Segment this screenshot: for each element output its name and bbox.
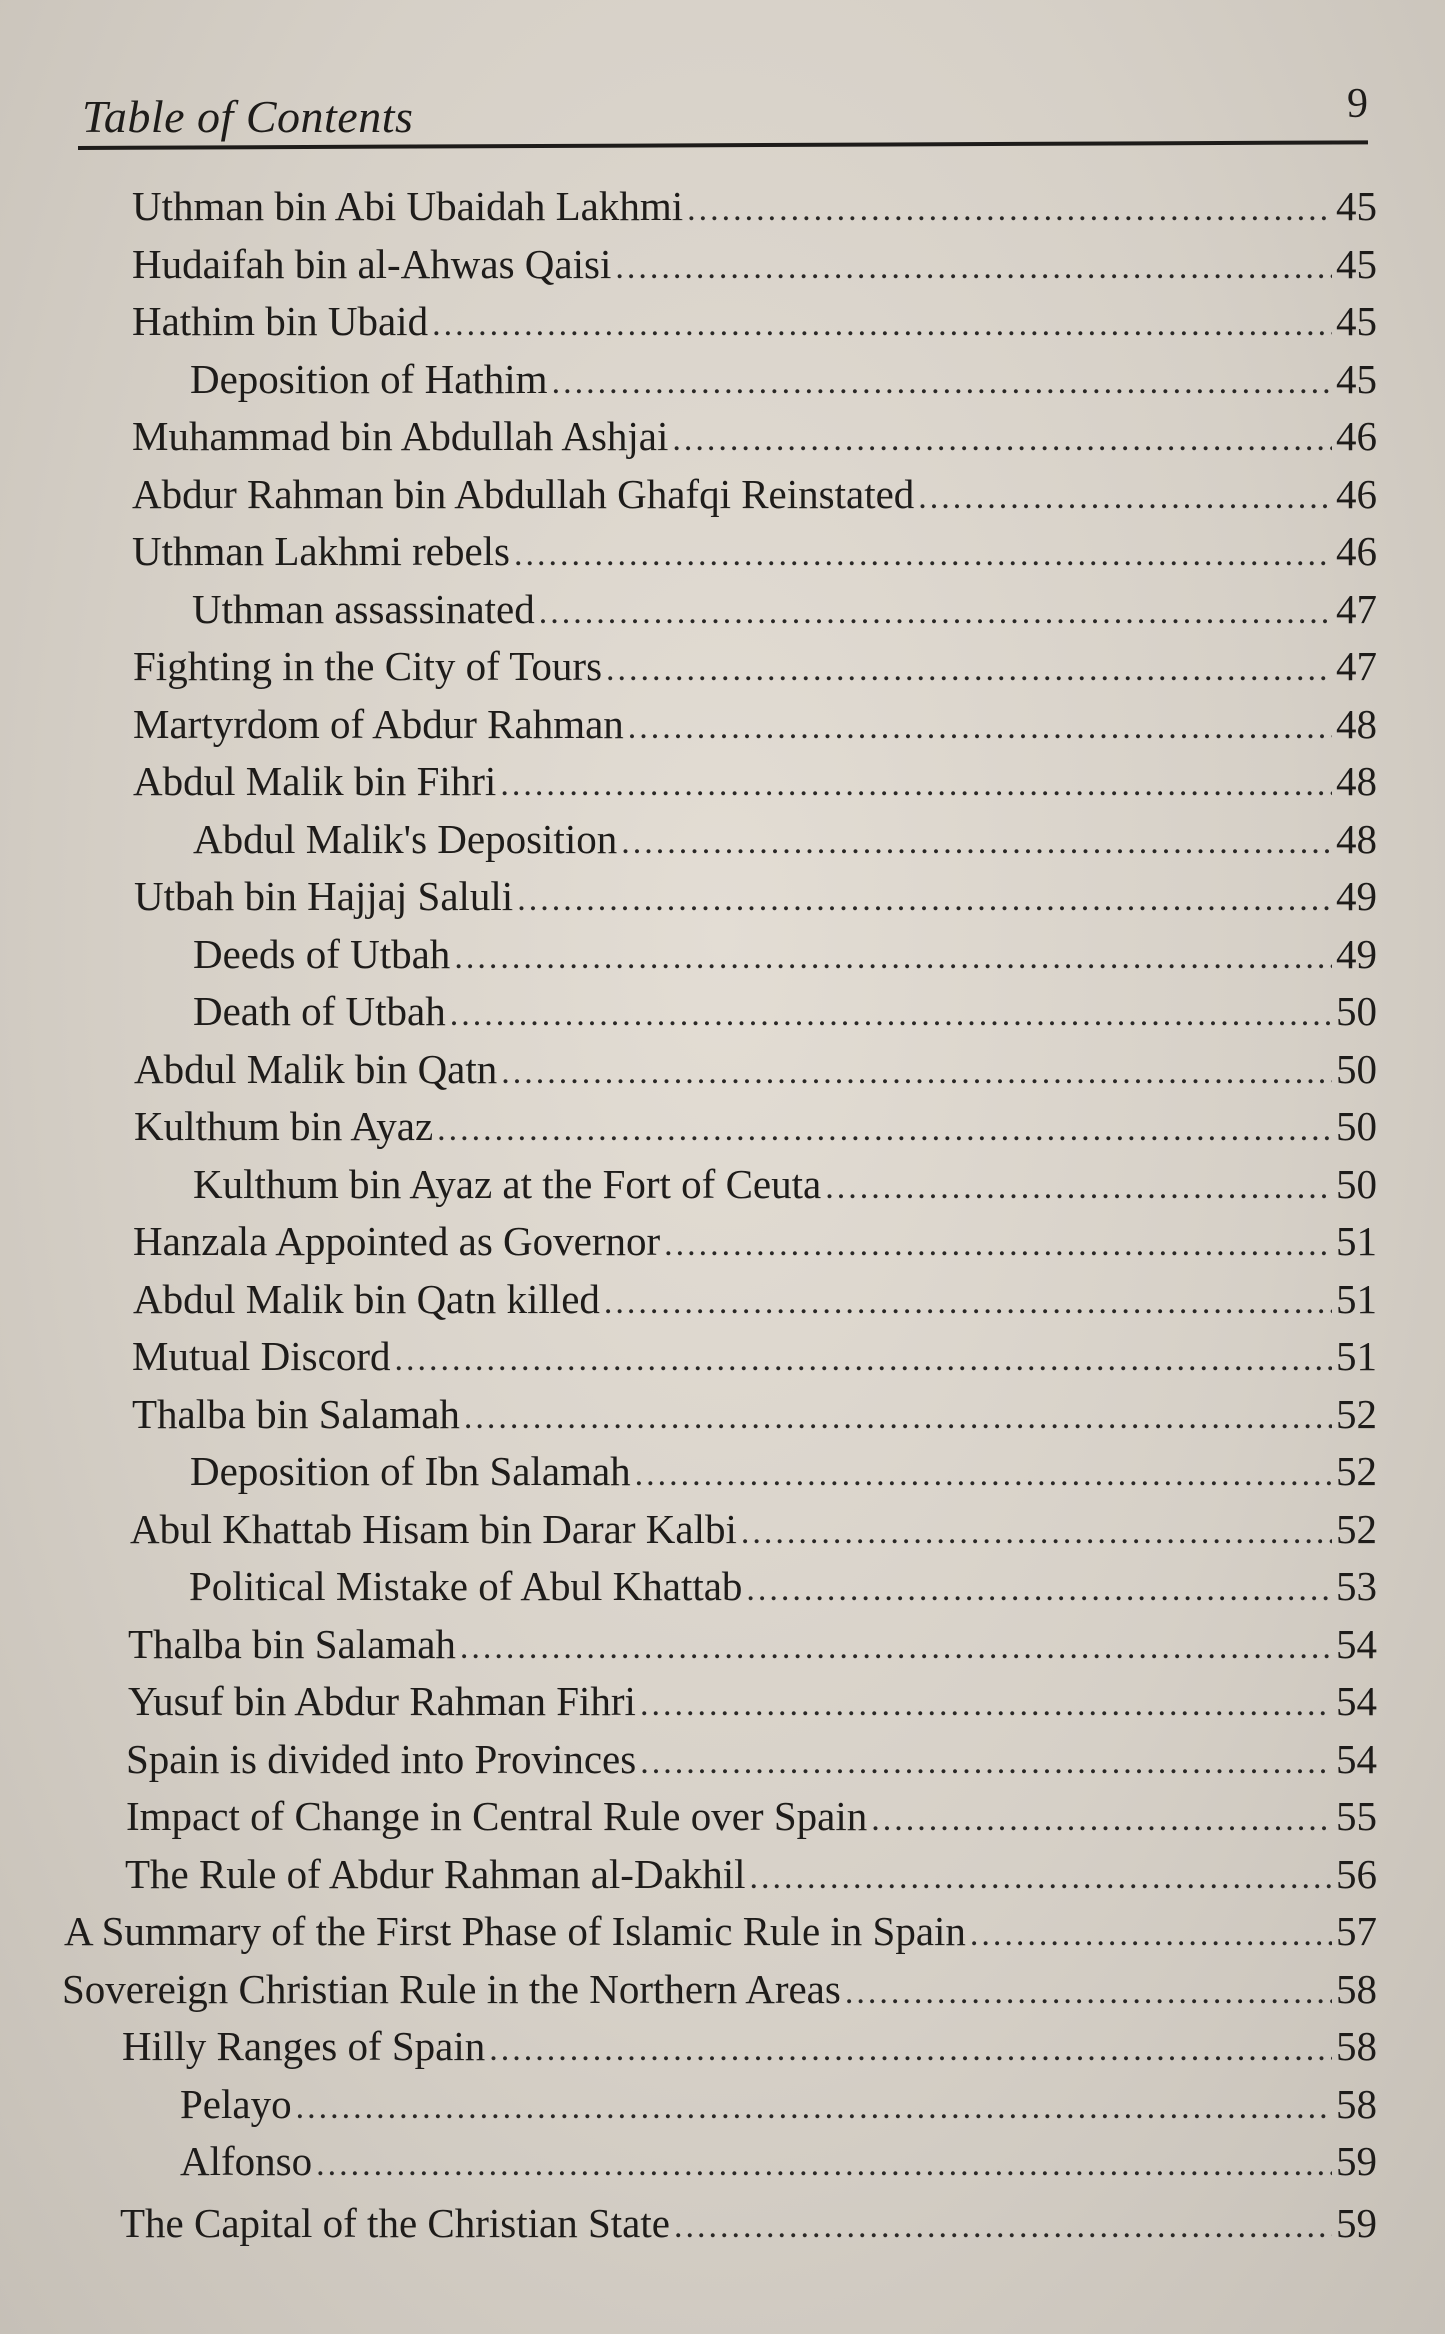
toc-entry-page: 49 [1336, 873, 1377, 919]
toc-entry-title: Thalba bin Salamah [128, 1621, 456, 1667]
toc-entry[interactable] [134, 868, 1377, 924]
toc-entry-page: 45 [1336, 183, 1377, 229]
toc-entry-title: Mutual Discord [132, 1333, 391, 1379]
leader-dots [741, 1505, 1332, 1561]
toc-entry-title: Uthman bin Abi Ubaidah Lakhmi [132, 183, 684, 229]
toc-entry-page: 59 [1336, 2200, 1377, 2246]
leader-dots [918, 470, 1332, 526]
toc-entry[interactable] [193, 926, 1377, 982]
toc-entry[interactable] [128, 1673, 1377, 1729]
leader-dots [640, 1735, 1332, 1791]
toc-entry[interactable] [134, 1098, 1377, 1154]
toc-entry[interactable] [190, 351, 1377, 407]
toc-entry-title: Abdul Malik bin Qatn [134, 1046, 498, 1092]
toc-entry-page: 50 [1336, 1103, 1377, 1149]
leader-dots [750, 1850, 1332, 1906]
toc-entry-title: Hanzala Appointed as Governor [133, 1218, 661, 1264]
toc-entry[interactable] [132, 408, 1377, 464]
leader-dots [500, 757, 1332, 813]
toc-entry[interactable] [193, 1156, 1377, 1212]
leader-dots [635, 1447, 1332, 1503]
header-page-number: 9 [1347, 81, 1368, 127]
leader-dots [621, 815, 1332, 871]
toc-entry-page: 49 [1336, 931, 1377, 977]
leader-dots [871, 1792, 1332, 1848]
toc-entry-title: Deposition of Hathim [190, 356, 548, 402]
leader-dots [437, 1102, 1332, 1158]
toc-entry-page: 48 [1336, 758, 1377, 804]
toc-entry[interactable] [62, 1961, 1377, 2017]
toc-entry-page: 45 [1336, 241, 1377, 287]
leader-dots [845, 1965, 1332, 2021]
toc-entry-page: 48 [1336, 701, 1377, 747]
toc-entry[interactable] [180, 2133, 1377, 2189]
toc-entry[interactable] [132, 293, 1377, 349]
toc-entry-title: Uthman assassinated [192, 586, 535, 632]
leader-dots [539, 585, 1332, 641]
toc-entry-page: 57 [1336, 1908, 1377, 1954]
toc-entry-title: Uthman Lakhmi rebels [132, 528, 511, 574]
toc-entry-title: Hilly Ranges of Spain [122, 2023, 486, 2069]
toc-entry-title: Muhammad bin Abdullah Ashjai [132, 413, 669, 459]
toc-entry-title: Fighting in the City of Tours [133, 643, 603, 689]
leader-dots [316, 2137, 1332, 2193]
leader-dots [460, 1620, 1332, 1676]
toc-entry-page: 50 [1336, 1161, 1377, 1207]
leader-dots [514, 527, 1332, 583]
toc-entry[interactable] [126, 1788, 1377, 1844]
toc-entry[interactable] [134, 1041, 1377, 1097]
leader-dots [454, 930, 1332, 986]
toc-entry[interactable] [190, 1443, 1377, 1499]
leader-dots [672, 412, 1332, 468]
toc-entry[interactable] [180, 2076, 1377, 2132]
leader-dots [395, 1332, 1333, 1388]
toc-entry[interactable] [132, 1328, 1377, 1384]
toc-entry-title: Deeds of Utbah [193, 931, 451, 977]
leader-dots [746, 1562, 1332, 1618]
leader-dots [604, 1275, 1332, 1331]
toc-entry-page: 51 [1336, 1276, 1377, 1322]
leader-dots [615, 240, 1332, 296]
toc-entry[interactable] [122, 2018, 1377, 2074]
toc-entry[interactable] [132, 236, 1377, 292]
toc-entry-page: 55 [1336, 1793, 1377, 1839]
toc-entry[interactable] [133, 1271, 1377, 1327]
toc-entry-page: 51 [1336, 1333, 1377, 1379]
leader-dots [687, 182, 1332, 238]
toc-entry-page: 58 [1336, 1966, 1377, 2012]
toc-entry[interactable] [132, 1386, 1377, 1442]
toc-entry-page: 53 [1336, 1563, 1377, 1609]
toc-entry[interactable] [133, 1213, 1377, 1269]
toc-entry-page: 50 [1336, 988, 1377, 1034]
toc-entry[interactable] [64, 1903, 1377, 1959]
toc-entry[interactable] [128, 1616, 1377, 1672]
toc-entry-title: Sovereign Christian Rule in the Northern Areas [62, 1966, 841, 2012]
toc-entry[interactable] [126, 1731, 1377, 1787]
leader-dots [825, 1160, 1332, 1216]
toc-entry-page: 48 [1336, 816, 1377, 862]
toc-entry-title: Abdul Malik bin Qatn killed [133, 1276, 600, 1322]
toc-entry-page: 45 [1336, 298, 1377, 344]
toc-entry-title: A Summary of the First Phase of Islamic Rule in Spain [64, 1908, 966, 1954]
toc-entry-title: The Capital of the Christian State [120, 2200, 670, 2246]
toc-entry-title: Kulthum bin Ayaz [134, 1103, 434, 1149]
toc-entry-page: 46 [1336, 528, 1377, 574]
toc-entry[interactable] [192, 581, 1377, 637]
leader-dots [606, 642, 1332, 698]
toc-entry-title: Abdul Malik bin Fihri [133, 758, 497, 804]
toc-entry-title: Kulthum bin Ayaz at the Fort of Ceuta [193, 1161, 822, 1207]
toc-entry-title: Hudaifah bin al-Ahwas Qaisi [132, 241, 612, 287]
toc-entry[interactable] [133, 696, 1377, 752]
toc-entry[interactable] [189, 1558, 1377, 1614]
toc-entry-page: 54 [1336, 1621, 1377, 1667]
toc-entry[interactable] [132, 523, 1377, 579]
toc-entry-page: 52 [1336, 1506, 1377, 1552]
leader-dots [464, 1390, 1332, 1446]
toc-entry[interactable] [193, 983, 1377, 1039]
toc-entry[interactable] [132, 466, 1377, 522]
toc-entry-page: 51 [1336, 1218, 1377, 1264]
leader-dots [432, 297, 1332, 353]
toc-entry-page: 58 [1336, 2081, 1377, 2127]
toc-entry[interactable] [193, 811, 1377, 867]
leader-dots [970, 1907, 1332, 1963]
toc-entry-page: 47 [1336, 643, 1377, 689]
leader-dots [450, 987, 1332, 1043]
toc-entry-page: 54 [1336, 1678, 1377, 1724]
toc-entry-title: Utbah bin Hajjaj Saluli [134, 873, 514, 919]
toc-entry-title: Martyrdom of Abdur Rahman [133, 701, 624, 747]
toc-entry-title: The Rule of Abdur Rahman al-Dakhil [125, 1851, 746, 1897]
leader-dots [501, 1045, 1332, 1101]
toc-entry-title: Abdur Rahman bin Abdullah Ghafqi Reinstated [132, 471, 915, 517]
leader-dots [517, 872, 1332, 928]
toc-entry-title: Yusuf bin Abdur Rahman Fihri [128, 1678, 636, 1724]
leader-dots [628, 700, 1332, 756]
leader-dots [664, 1217, 1332, 1273]
toc-entry-page: 52 [1336, 1391, 1377, 1437]
toc-entry-title: Impact of Change in Central Rule over Spain [126, 1793, 868, 1839]
leader-dots [640, 1677, 1332, 1733]
toc-entry-title: Pelayo [180, 2081, 292, 2127]
toc-entry[interactable] [133, 753, 1377, 809]
toc-entry-page: 52 [1336, 1448, 1377, 1494]
toc-entry-page: 45 [1336, 356, 1377, 402]
toc-entry[interactable] [133, 638, 1377, 694]
toc-entry-page: 47 [1336, 586, 1377, 632]
toc-entry[interactable] [132, 178, 1377, 234]
toc-entry-page: 56 [1336, 1851, 1377, 1897]
toc-entry[interactable] [120, 2195, 1377, 2251]
toc-entry[interactable] [125, 1846, 1377, 1902]
toc-entry-title: Abdul Malik's Deposition [193, 816, 618, 862]
toc-entry-title: Thalba bin Salamah [132, 1391, 460, 1437]
toc-entry-page: 50 [1336, 1046, 1377, 1092]
toc-entry-title: Political Mistake of Abul Khattab [189, 1563, 743, 1609]
toc-entry-title: Hathim bin Ubaid [132, 298, 429, 344]
toc-entry-page: 46 [1336, 413, 1377, 459]
toc-entry-title: Alfonso [180, 2138, 313, 2184]
leader-dots [552, 355, 1332, 411]
toc-entry-title: Death of Utbah [193, 988, 446, 1034]
toc-entry-title: Spain is divided into Provinces [126, 1736, 637, 1782]
toc-entry-page: 46 [1336, 471, 1377, 517]
leader-dots [296, 2080, 1332, 2136]
leader-dots [674, 2199, 1332, 2255]
toc-entry-title: Deposition of Ibn Salamah [190, 1448, 631, 1494]
toc-entry-page: 58 [1336, 2023, 1377, 2069]
leader-dots [489, 2022, 1332, 2078]
toc-entry-title: Abul Khattab Hisam bin Darar Kalbi [130, 1506, 737, 1552]
toc-entry[interactable] [130, 1501, 1377, 1557]
toc-entry-page: 54 [1336, 1736, 1377, 1782]
header-title: Table of Contents [82, 91, 414, 142]
toc-entry-page: 59 [1336, 2138, 1377, 2184]
